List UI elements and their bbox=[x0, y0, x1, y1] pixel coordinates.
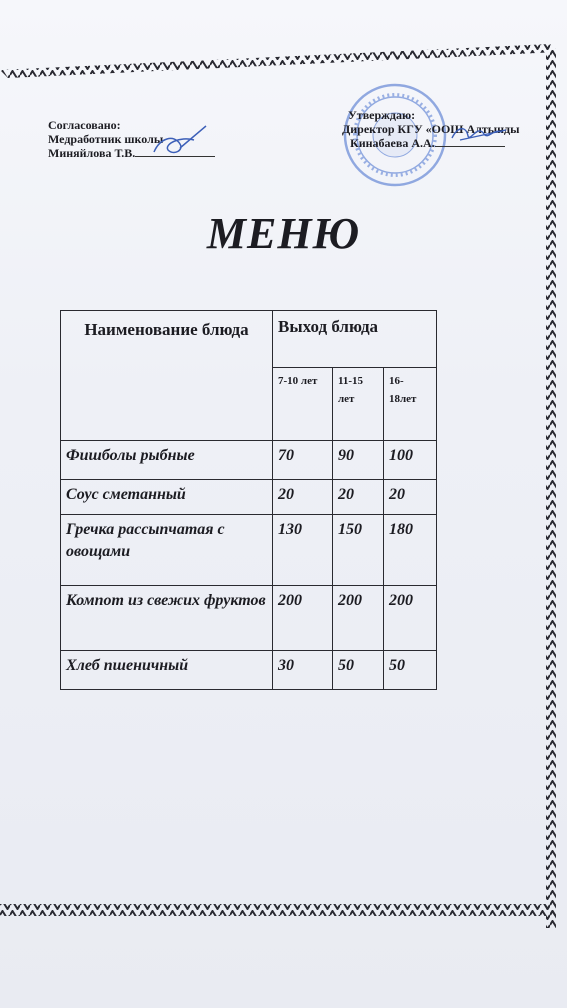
age-group-16-18: 16-18лет bbox=[384, 368, 437, 441]
dish-name: Фишболы рыбные bbox=[61, 441, 273, 480]
border-top bbox=[0, 44, 558, 78]
yield-value: 50 bbox=[333, 651, 384, 690]
yield-value: 70 bbox=[273, 441, 333, 480]
age-group-7-10: 7-10 лет bbox=[273, 368, 333, 441]
age-group-11-15: 11-15 лет bbox=[333, 368, 384, 441]
yield-value: 50 bbox=[384, 651, 437, 690]
dish-name: Компот из свежих фруктов bbox=[61, 586, 273, 651]
agreed-label: Согласовано: bbox=[48, 118, 121, 132]
yield-value: 90 bbox=[333, 441, 384, 480]
table-row bbox=[61, 441, 437, 480]
director-position: Директор КГУ «ООШ Алтынды bbox=[342, 122, 520, 136]
yield-value: 150 bbox=[333, 515, 384, 586]
table-row bbox=[61, 480, 437, 515]
signature-right bbox=[450, 118, 510, 148]
yield-value: 20 bbox=[333, 480, 384, 515]
dish-name: Гречка рассыпчатая с овощами bbox=[61, 515, 273, 586]
yield-value: 130 bbox=[273, 515, 333, 586]
yield-value: 30 bbox=[273, 651, 333, 690]
header-dish-name: Наименование блюда bbox=[61, 311, 273, 441]
border-right bbox=[546, 48, 556, 928]
yield-value: 20 bbox=[384, 480, 437, 515]
page-title: МЕНЮ bbox=[206, 209, 361, 258]
dish-name: Хлеб пшеничный bbox=[61, 651, 273, 690]
nurse-position: Медработник школы bbox=[48, 132, 164, 146]
approved-label: Утверждаю: bbox=[348, 108, 416, 122]
yield-value: 180 bbox=[384, 515, 437, 586]
dish-name: Соус сметанный bbox=[61, 480, 273, 515]
yield-value: 100 bbox=[384, 441, 437, 480]
yield-value: 200 bbox=[384, 586, 437, 651]
table-row bbox=[61, 515, 437, 586]
menu-table bbox=[60, 310, 437, 690]
border-bottom bbox=[0, 904, 556, 916]
yield-value: 200 bbox=[273, 586, 333, 651]
signature-left bbox=[150, 124, 210, 160]
table-row bbox=[61, 586, 437, 651]
director-name: Кинабаева А.А. bbox=[350, 136, 435, 150]
yield-value: 20 bbox=[273, 480, 333, 515]
yield-value: 200 bbox=[333, 586, 384, 651]
table-row bbox=[61, 651, 437, 690]
header-yield: Выход блюда bbox=[273, 311, 437, 368]
nurse-name: Миняйлова Т.В. bbox=[48, 146, 136, 160]
